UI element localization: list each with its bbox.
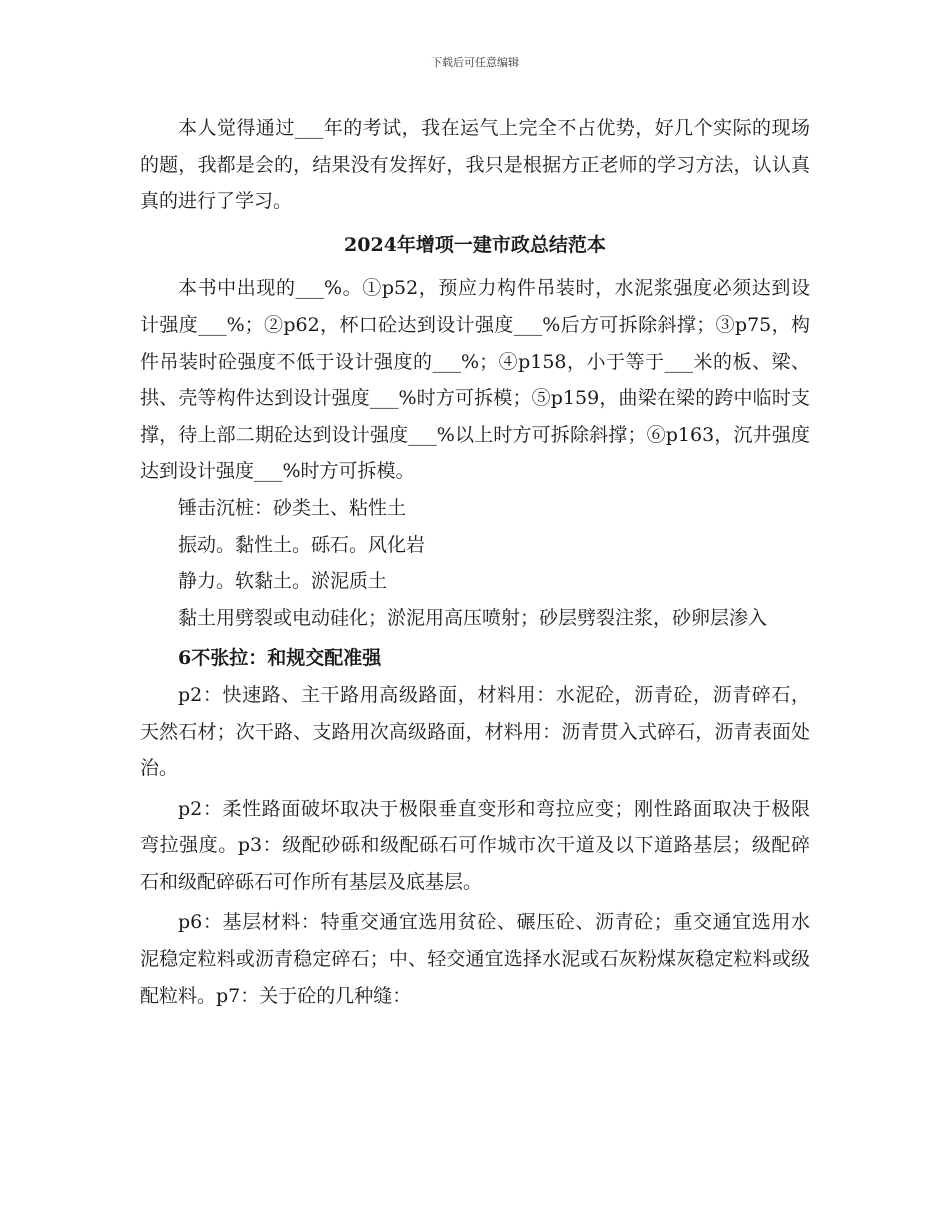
section-subhead: 6不张拉：和规交配准强 <box>178 647 382 670</box>
paragraph-strength-percent: 本书中出现的___%。①p52，预应力构件吊装时，水泥浆强度必须达到设计强度___%；②p62，杯口砼达到设计强度___%后方可拆除斜撑；③p75，构件吊装时砼强度不低于设计强度的___%；④p158，小于等于___米的板、梁、拱、壳等构件达到设计强度___%时方可拆模；⑤p159，曲梁在梁的跨中临时支撑，待上部二期砼达到设计强度___%以上时方可拆除斜撑；⑥p163，沉井强度达到设计强度___%时方可拆模。 <box>140 277 810 483</box>
page-header: 下载后可任意编辑 <box>431 56 519 69</box>
paragraph-grouting: 黏土用劈裂或电动硅化；淤泥用高压喷射；砂层劈裂注浆，砂卵层渗入 <box>178 606 768 629</box>
document-body <box>140 110 810 1014</box>
paragraph-hammer-pile: 锤击沉桩：砂类土、粘性土 <box>178 496 407 519</box>
paragraph-base-materials: p6：基层材料：特重交通宜选用贫砼、碾压砼、沥青砼；重交通宜选用水泥稳定粒料或沥青稳定碎石；中、轻交通宜选择水泥或石灰粉煤灰稳定粒料或级配粒料。p7：关于砼的几种缝： <box>140 911 810 1007</box>
paragraph-road-surface: p2：快速路、主干路用高级路面，材料用：水泥砼，沥青砼，沥青碎石，天然石材；次干路、支路用次高级路面，材料用：沥青贯入式碎石，沥青表面处治。 <box>140 683 810 780</box>
paragraph-static: 静力。软黏土。淤泥质土 <box>178 570 388 593</box>
paragraph-vibration: 振动。黏性土。砾石。风化岩 <box>178 533 426 556</box>
intro-paragraph: 本人觉得通过___年的考试，我在运气上完全不占优势，好几个实际的现场的题，我都是会的，结果没有发挥好，我只是根据方正老师的学习方法，认认真真的进行了学习。 <box>140 117 810 213</box>
document-title: 2024年增项一建市政总结范本 <box>344 233 606 256</box>
paragraph-pavement-failure: p2：柔性路面破坏取决于极限垂直变形和弯拉应变；刚性路面取决于极限弯拉强度。p3：级配砂砾和级配砾石可作城市次干道及以下道路基层；级配碎石和级配碎砾石可作所有基层及底基层。 <box>140 797 810 893</box>
